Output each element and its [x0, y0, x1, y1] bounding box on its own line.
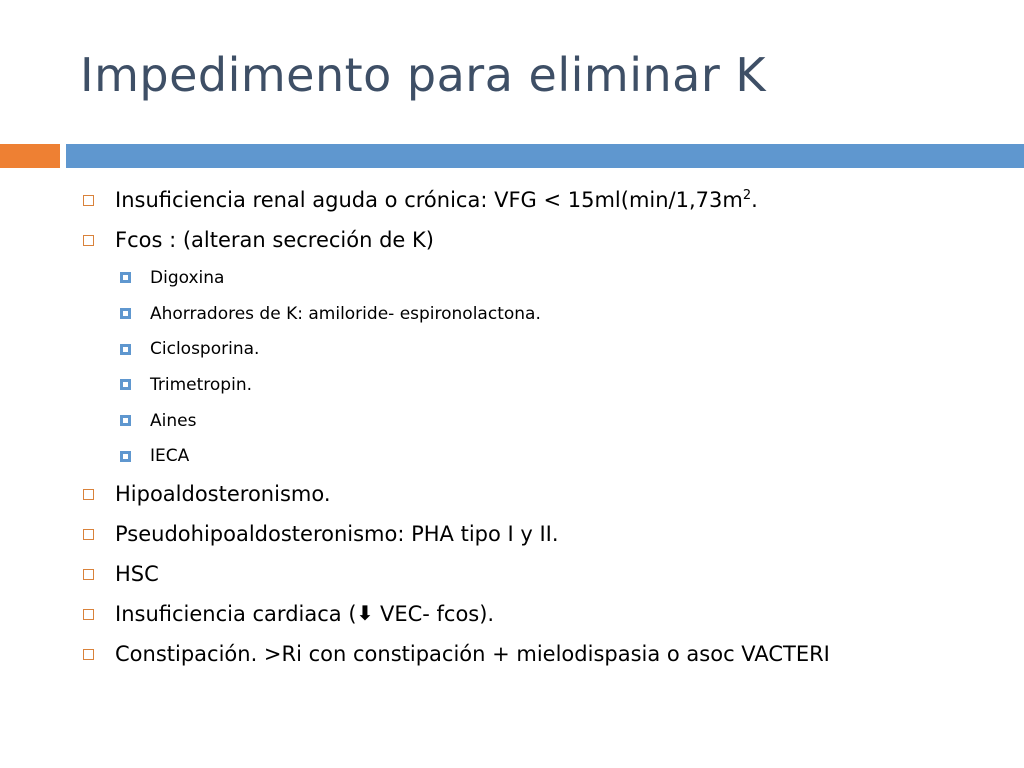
hollow-square-bullet-icon — [83, 529, 94, 540]
square-bullet-icon — [120, 308, 131, 319]
list-item — [80, 594, 1010, 634]
hollow-square-bullet-icon — [83, 235, 94, 246]
item-text: Constipación. >Ri con constipación + mielodispasia o asoc VACTERI — [115, 642, 830, 667]
item-text: Pseudohipoaldosteronismo: PHA tipo I y II. — [115, 522, 559, 547]
list-item — [80, 220, 1010, 260]
sub-item-text: Ciclosporina. — [150, 339, 260, 360]
bullet-list — [80, 180, 1010, 674]
hollow-square-bullet-icon — [83, 609, 94, 620]
sub-item-text: Digoxina — [150, 267, 225, 288]
accent-bar-blue — [66, 144, 1024, 168]
square-bullet-icon — [120, 379, 131, 390]
list-item — [80, 180, 1010, 220]
item-text: Fcos : (alteran secreción de K) — [115, 228, 434, 252]
item-text: HSC — [115, 562, 159, 587]
sub-item-text: IECA — [150, 446, 190, 467]
list-item — [80, 474, 1010, 514]
sub-item-text: Ahorradores de K: amiloride- espironolactona. — [150, 303, 541, 324]
sub-list-item — [80, 367, 1010, 403]
slide-title: Impedimento para eliminar K — [80, 48, 767, 102]
sub-list-item — [80, 403, 1010, 439]
list-item — [80, 554, 1010, 594]
sub-list-item — [80, 438, 1010, 474]
hollow-square-bullet-icon — [83, 195, 94, 206]
hollow-square-bullet-icon — [83, 569, 94, 580]
item-text: Hipoaldosteronismo. — [115, 482, 331, 507]
list-item — [80, 514, 1010, 554]
square-bullet-icon — [120, 415, 131, 426]
hollow-square-bullet-icon — [83, 649, 94, 660]
sub-item-text: Aines — [150, 410, 197, 431]
square-bullet-icon — [120, 451, 131, 462]
accent-bar-orange — [0, 144, 60, 168]
down-arrow-icon: ⬇ — [356, 601, 374, 626]
square-bullet-icon — [120, 344, 131, 355]
hollow-square-bullet-icon — [83, 489, 94, 500]
sub-list-item — [80, 331, 1010, 367]
sub-list-item — [80, 260, 1010, 296]
sub-list-item — [80, 296, 1010, 332]
sub-item-text: Trimetropin. — [150, 374, 252, 395]
item-text: Insuficiencia cardiaca (⬇ VEC- fcos). — [115, 601, 495, 627]
item-text: Insuficiencia renal aguda o crónica: VFG < $15ml(\min/1,73m^2$. — [115, 188, 758, 212]
square-bullet-icon — [120, 272, 131, 283]
list-item — [80, 634, 1010, 674]
